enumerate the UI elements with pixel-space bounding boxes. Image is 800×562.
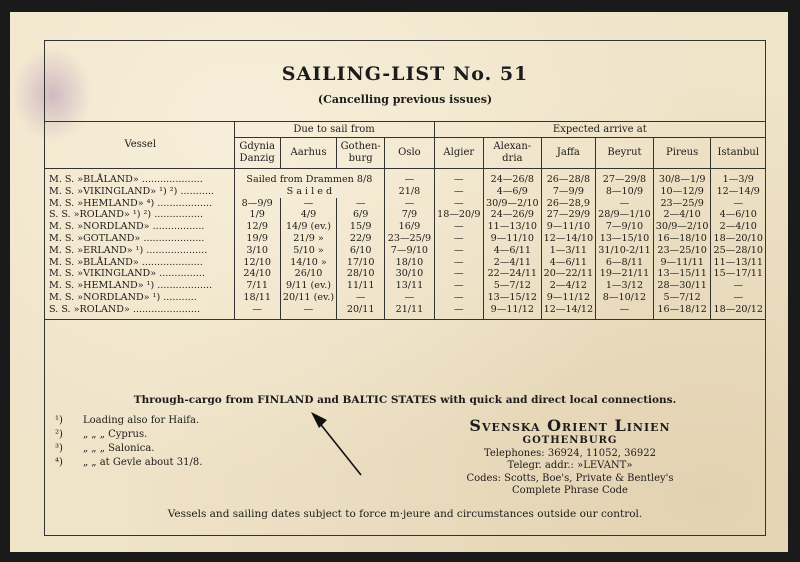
due-cell: 4/9 xyxy=(280,209,336,221)
due-cell: — xyxy=(234,304,280,319)
port-header-line: Aarhus xyxy=(290,147,327,158)
footnote-marker: ¹) xyxy=(55,415,63,426)
arrive-cell: 11—13/11 xyxy=(711,257,765,269)
arrive-cell: — xyxy=(434,221,483,233)
vessel-name: M. S. »HEMLAND» ¹) .................. xyxy=(45,280,234,292)
footnote-text: „ „ „ Cyprus. xyxy=(83,429,148,440)
arrive-cell: 26—28,9 xyxy=(541,198,595,210)
vessel-name: M. S. »BLÅLAND» .................... xyxy=(45,169,234,186)
arrive-cell: 27—29/9 xyxy=(541,209,595,221)
arrive-cell: — xyxy=(434,198,483,210)
arrive-cell: 16—18/10 xyxy=(653,233,711,245)
arrive-cell: 8—10/9 xyxy=(596,186,654,198)
due-cell: 16/9 xyxy=(385,221,434,233)
port-header-line: Jaffa xyxy=(556,147,580,158)
footnote-text: Loading also for Haifa. xyxy=(83,415,200,426)
due-cell: 20/11 (ev.) xyxy=(280,292,336,304)
due-cell: 23—25/9 xyxy=(385,233,434,245)
due-cell: — xyxy=(280,198,336,210)
sailing-list-card xyxy=(10,12,788,552)
due-cell: 14/9 (ev.) xyxy=(280,221,336,233)
arrive-cell: 12—14/10 xyxy=(541,233,595,245)
arrive-cell: 16—18/12 xyxy=(653,304,711,319)
arrive-cell: 7—9/10 xyxy=(596,221,654,233)
due-cell: 3/10 xyxy=(246,244,268,256)
arrive-cell: 23—25/10 xyxy=(653,245,711,257)
due-cell: 18/10 xyxy=(385,257,434,269)
due-cell: 6/10 xyxy=(337,245,385,257)
due-cell: 24/10 xyxy=(243,268,272,280)
arrive-cell: — xyxy=(596,304,654,319)
vessel-name: M. S. »NORDLAND» ¹) ........... xyxy=(45,292,234,304)
arrive-cell: 18—20/9 xyxy=(434,209,483,221)
due-cell: 11/11 xyxy=(337,280,385,292)
arrive-cell: 4—6/11 xyxy=(483,245,541,257)
due-cell: — xyxy=(385,169,434,186)
arrive-cell: 31/10-2/11 xyxy=(596,245,654,257)
vessel-name: M. S. »VIKINGLAND» ¹) ²) ........... xyxy=(45,186,234,198)
due-cell: — xyxy=(385,198,434,210)
due-cell: 22/9 xyxy=(337,233,385,245)
arrive-cell: 30/9—2/10 xyxy=(653,221,711,233)
due-cell: 9/11 (ev.) xyxy=(280,280,336,292)
arrive-cell: 24—26/9 xyxy=(483,209,541,221)
arrive-cell: 10—12/9 xyxy=(653,186,711,198)
arrive-cell: 25—28/10 xyxy=(711,245,765,257)
due-cell: 17/10 xyxy=(337,257,385,269)
arrive-cell: 13—15/12 xyxy=(483,292,541,304)
arrive-cell: 12—14/12 xyxy=(541,304,595,319)
footnote-text: „ „ at Gevle about 31/8. xyxy=(83,457,203,468)
expected-group-header: Expected arrive at xyxy=(434,122,765,138)
arrive-cell: 23—25/9 xyxy=(653,198,711,210)
due-cell: 13/11 xyxy=(385,280,434,292)
arrive-cell: 4—6/9 xyxy=(483,186,541,198)
port-header-line: Oslo xyxy=(398,147,421,158)
arrive-cell: 27—29/8 xyxy=(596,169,654,186)
due-cell: 5/10 » xyxy=(280,245,336,257)
due-cell: 28/10 xyxy=(337,268,385,280)
arrive-cell: — xyxy=(711,198,765,210)
due-cell: 8—9/9 xyxy=(241,197,273,209)
arrive-cell: 2—4/11 xyxy=(483,257,541,269)
vessel-name: S. S. »ROLAND» ...................... xyxy=(45,304,234,319)
arrive-cell: — xyxy=(434,280,483,292)
arrive-cell: 6—8/11 xyxy=(596,257,654,269)
arrive-cell: 13—15/10 xyxy=(596,233,654,245)
due-cell: 6/9 xyxy=(337,209,385,221)
arrive-cell: 1—3/11 xyxy=(541,245,595,257)
arrive-cell: 15—17/11 xyxy=(711,268,765,280)
vessel-name: M. S. »HEMLAND» ⁴) .................. xyxy=(45,198,234,210)
arrive-cell: 7—9/9 xyxy=(541,186,595,198)
arrive-cell: 9—11/12 xyxy=(541,292,595,304)
arrive-cell: 8—10/12 xyxy=(596,292,654,304)
arrive-cell: 4—6/10 xyxy=(711,209,765,221)
arrive-cell: — xyxy=(434,304,483,319)
company-city: GOTHENBURG xyxy=(522,435,618,446)
vessel-name: M. S. »VIKINGLAND» ............... xyxy=(45,268,234,280)
arrive-cell: 19—21/11 xyxy=(596,268,654,280)
page-subtitle: (Cancelling previous issues) xyxy=(317,93,493,106)
arrive-cell: 1—3/12 xyxy=(596,280,654,292)
arrive-cell: 4—6/11 xyxy=(541,257,595,269)
arrive-cell: 5—7/12 xyxy=(483,280,541,292)
arrive-cell: 2—4/12 xyxy=(541,280,595,292)
arrive-cell: 1—3/9 xyxy=(711,169,765,186)
through-cargo-note: Through-cargo from FINLAND and BALTIC STATES with quick and direct local connections. xyxy=(133,394,677,406)
document-frame xyxy=(44,40,766,536)
due-cell: 26/10 xyxy=(280,268,336,280)
due-cell: 12/9 xyxy=(246,221,268,233)
arrive-cell: 28—30/11 xyxy=(653,280,711,292)
vessel-name: S. S. »ROLAND» ¹) ²) ................ xyxy=(45,209,234,221)
arrive-cell: 2—4/10 xyxy=(711,221,765,233)
arrive-cell: — xyxy=(434,245,483,257)
vessel-name: M. S. »BLÅLAND» .................... xyxy=(45,257,234,269)
arrive-cell: — xyxy=(434,169,483,186)
due-cell: 21/11 xyxy=(385,304,434,319)
due-cell: 30/10 xyxy=(385,268,434,280)
vessel-header: Vessel xyxy=(45,122,234,169)
due-cell: 14/10 » xyxy=(280,257,336,269)
due-cell: 19/9 xyxy=(246,232,268,244)
due-cell: — xyxy=(385,292,434,304)
arrive-cell: — xyxy=(434,268,483,280)
due-cell: 18/11 xyxy=(243,291,272,303)
page-title: SAILING-LIST No. 51 xyxy=(281,63,529,85)
arrive-cell: 24—26/8 xyxy=(483,169,541,186)
company-phrase-code: Complete Phrase Code xyxy=(512,485,628,496)
arrive-cell: 18—20/12 xyxy=(711,304,765,319)
arrive-cell: 26—28/8 xyxy=(541,169,595,186)
arrive-cell: — xyxy=(434,186,483,198)
company-phones: Telephones: 36924, 11052, 36922 xyxy=(484,447,656,459)
port-header-line: burg xyxy=(348,153,373,164)
due-cell: — xyxy=(337,292,385,304)
arrive-cell: 2—4/10 xyxy=(653,209,711,221)
arrive-cell: 30/8—1/9 xyxy=(653,169,711,186)
due-cell: 7—9/10 xyxy=(385,245,434,257)
arrive-cell: 20—22/11 xyxy=(541,268,595,280)
port-header-line: Beyrut xyxy=(607,147,642,158)
arrive-cell: 9—11/11 xyxy=(653,257,711,269)
sailing-status: S a i l e d xyxy=(286,185,333,197)
arrive-cell: 28/9—1/10 xyxy=(596,209,654,221)
arrive-cell: 9—11/10 xyxy=(483,233,541,245)
due-cell: 1/9 xyxy=(249,209,265,221)
arrive-cell: 9—11/12 xyxy=(483,304,541,319)
arrive-cell: — xyxy=(434,257,483,269)
arrive-cell: 11—13/10 xyxy=(483,221,541,233)
footnote-marker: ⁴) xyxy=(55,457,63,468)
arrive-cell: 13—15/11 xyxy=(653,268,711,280)
arrive-cell: 9—11/10 xyxy=(541,221,595,233)
due-cell: — xyxy=(337,198,385,210)
port-header-line: Gothen- xyxy=(340,141,381,152)
due-cell: 21/8 xyxy=(385,186,434,198)
company-name: Svenska Orient Linien xyxy=(469,416,671,435)
vessel-name: M. S. »GOTLAND» .................... xyxy=(45,233,234,245)
arrive-cell: 18—20/10 xyxy=(711,233,765,245)
due-cell: 7/9 xyxy=(385,209,434,221)
due-cell: 20/11 xyxy=(337,304,385,319)
sailing-status: Sailed from Drammen 8/8 xyxy=(246,174,373,185)
arrive-cell: 30/9—2/10 xyxy=(483,198,541,210)
arrive-cell: — xyxy=(596,198,654,210)
company-telegram: Telegr. addr.: »LEVANT» xyxy=(507,460,633,471)
arrive-cell: — xyxy=(434,233,483,245)
due-cell: 7/11 xyxy=(246,280,268,292)
footnote-marker: ²) xyxy=(55,429,63,440)
vessel-name: M. S. »NORDLAND» ................. xyxy=(45,221,234,233)
due-cell: — xyxy=(280,304,336,319)
port-header-line: Alexan- xyxy=(493,141,532,152)
arrive-cell: 5—7/12 xyxy=(653,292,711,304)
port-header-line: Gdynia xyxy=(239,141,276,152)
vessel-name: M. S. »ERLAND» ¹) .................... xyxy=(45,245,234,257)
footer-disclaimer: Vessels and sailing dates subject to force m·jeure and circumstances outside our control. xyxy=(167,508,643,520)
port-header-line: Istanbul xyxy=(717,147,760,158)
due-cell: 15/9 xyxy=(337,221,385,233)
arrive-cell: — xyxy=(711,292,765,304)
arrive-cell: 12—14/9 xyxy=(711,186,765,198)
handdrawn-arrow xyxy=(45,41,765,535)
due-group-header: Due to sail from xyxy=(234,122,434,138)
port-header-line: Danzig xyxy=(239,153,275,164)
footnote-marker: ³) xyxy=(55,443,63,454)
port-header-line: Algier xyxy=(443,147,475,158)
due-cell: 21/9 » xyxy=(280,233,336,245)
port-header-line: Pireus xyxy=(666,147,699,158)
arrive-cell: 22—24/11 xyxy=(483,268,541,280)
port-header-line: dria xyxy=(502,153,523,164)
company-codes: Codes: Scotts, Boe's, Private & Bentley's xyxy=(466,472,674,484)
footnote-text: „ „ „ Salonica. xyxy=(83,443,155,454)
arrive-cell: — xyxy=(434,292,483,304)
due-cell: 12/10 xyxy=(243,256,272,268)
arrive-cell: — xyxy=(711,280,765,292)
